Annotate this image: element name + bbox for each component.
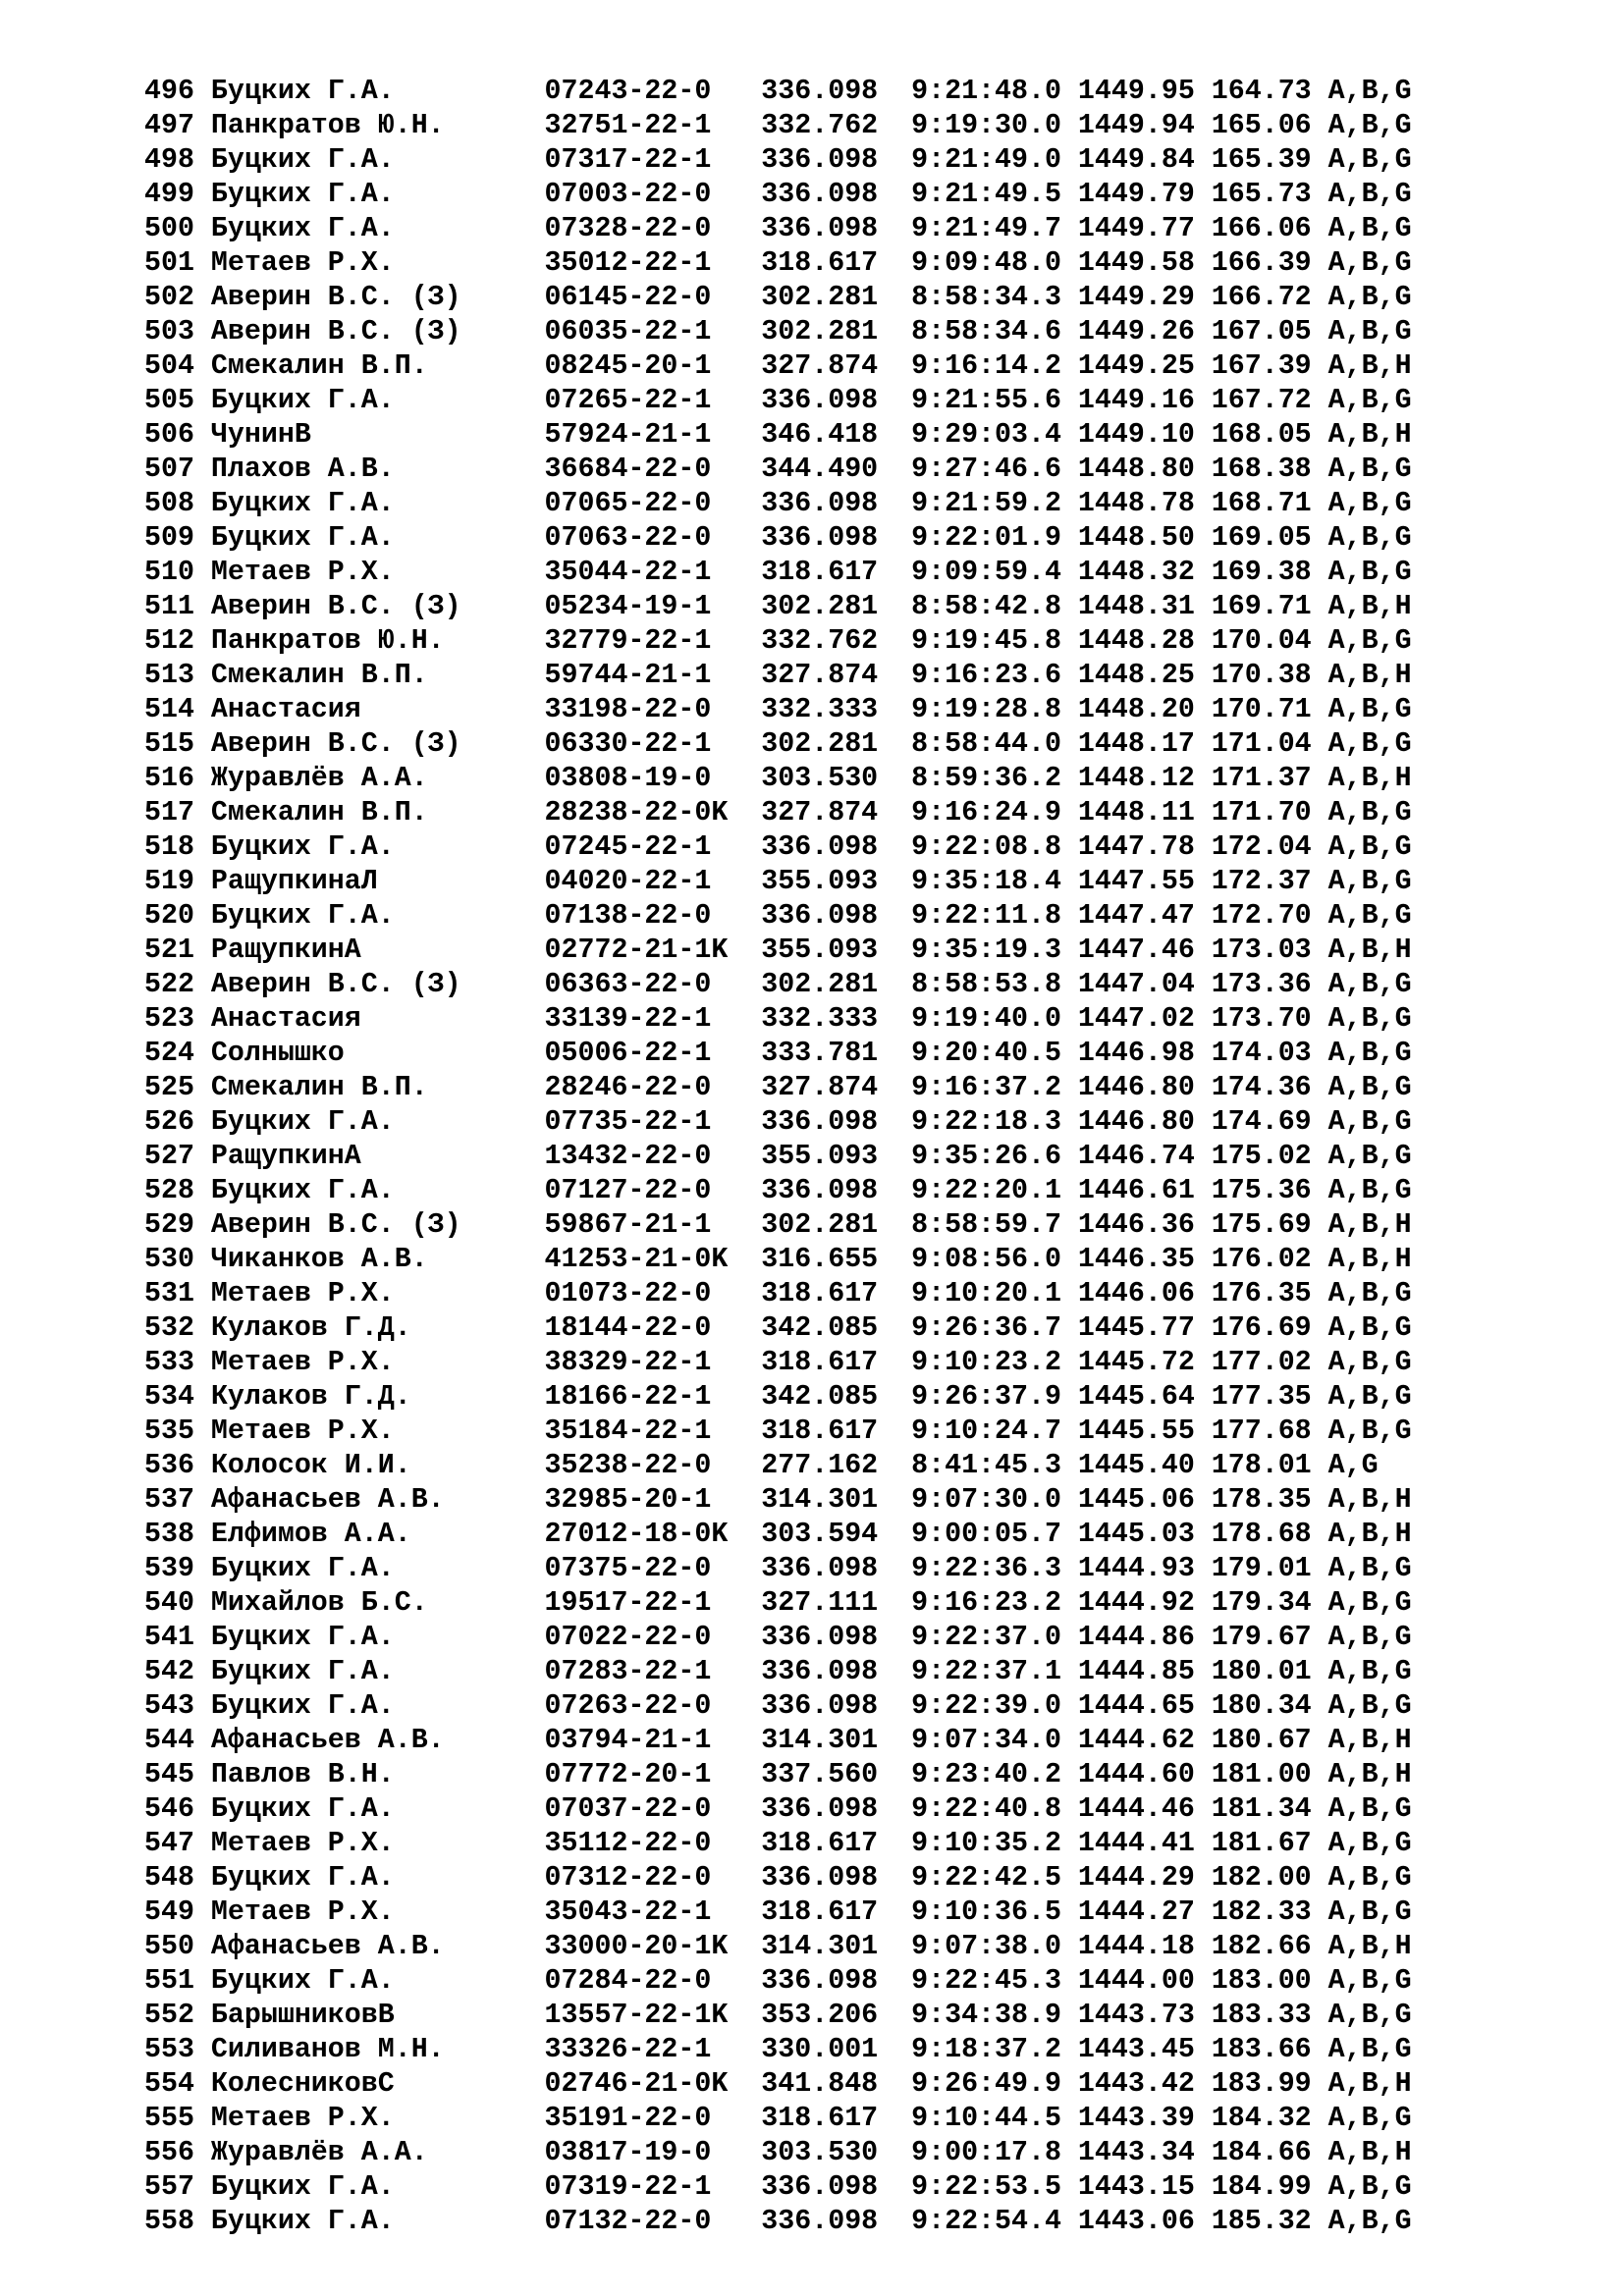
result-row: 520 Буцких Г.А. 07138-22-0 336.098 9:22:11.8 1447.47 172.70 A,B,G <box>144 900 1412 932</box>
result-row: 496 Буцких Г.А. 07243-22-0 336.098 9:21:48.0 1449.95 164.73 A,B,G <box>144 76 1412 107</box>
result-row: 548 Буцких Г.А. 07312-22-0 336.098 9:22:42.5 1444.29 182.00 A,B,G <box>144 1862 1412 1894</box>
result-row: 506 ЧунинВ 57924-21-1 346.418 9:29:03.4 1449.10 168.05 A,B,H <box>144 419 1412 451</box>
result-row: 534 Кулаков Г.Д. 18166-22-1 342.085 9:26:37.9 1445.64 177.35 A,B,G <box>144 1381 1412 1413</box>
result-row: 549 Метаев Р.Х. 35043-22-1 318.617 9:10:36.5 1444.27 182.33 A,B,G <box>144 1896 1412 1928</box>
result-row: 538 Елфимов А.А. 27012-18-0K 303.594 9:00:05.7 1445.03 178.68 A,B,H <box>144 1519 1412 1550</box>
result-row: 553 Силиванов М.Н. 33326-22-1 330.001 9:18:37.2 1443.45 183.66 A,B,G <box>144 2034 1412 2065</box>
result-row: 528 Буцких Г.А. 07127-22-0 336.098 9:22:20.1 1446.61 175.36 A,B,G <box>144 1175 1412 1206</box>
result-row: 522 Аверин В.С. (З) 06363-22-0 302.281 8:58:53.8 1447.04 173.36 A,B,G <box>144 969 1412 1000</box>
result-row: 502 Аверин В.С. (З) 06145-22-0 302.281 8:58:34.3 1449.29 166.72 A,B,G <box>144 282 1412 313</box>
result-row: 555 Метаев Р.Х. 35191-22-0 318.617 9:10:44.5 1443.39 184.32 A,B,G <box>144 2103 1412 2134</box>
result-row: 497 Панкратов Ю.Н. 32751-22-1 332.762 9:19:30.0 1449.94 165.06 A,B,G <box>144 110 1412 141</box>
result-row: 517 Смекалин В.П. 28238-22-0K 327.874 9:16:24.9 1448.11 171.70 A,B,G <box>144 797 1412 828</box>
result-row: 556 Журавлёв А.А. 03817-19-0 303.530 9:00:17.8 1443.34 184.66 A,B,H <box>144 2137 1412 2168</box>
result-row: 512 Панкратов Ю.Н. 32779-22-1 332.762 9:19:45.8 1448.28 170.04 A,B,G <box>144 625 1412 657</box>
result-row: 531 Метаев Р.Х. 01073-22-0 318.617 9:10:20.1 1446.06 176.35 A,B,G <box>144 1278 1412 1309</box>
result-row: 547 Метаев Р.Х. 35112-22-0 318.617 9:10:35.2 1444.41 181.67 A,B,G <box>144 1828 1412 1859</box>
result-row: 533 Метаев Р.Х. 38329-22-1 318.617 9:10:23.2 1445.72 177.02 A,B,G <box>144 1347 1412 1378</box>
result-row: 524 Солнышко 05006-22-1 333.781 9:20:40.5 1446.98 174.03 A,B,G <box>144 1038 1412 1069</box>
result-row: 558 Буцких Г.А. 07132-22-0 336.098 9:22:54.4 1443.06 185.32 A,B,G <box>144 2206 1412 2237</box>
result-row: 516 Журавлёв А.А. 03808-19-0 303.530 8:59:36.2 1448.12 171.37 A,B,H <box>144 763 1412 794</box>
result-row: 511 Аверин В.С. (З) 05234-19-1 302.281 8:58:42.8 1448.31 169.71 A,B,H <box>144 591 1412 622</box>
result-row: 536 Колосок И.И. 35238-22-0 277.162 8:41:45.3 1445.40 178.01 A,G <box>144 1450 1379 1481</box>
result-row: 532 Кулаков Г.Д. 18144-22-0 342.085 9:26:36.7 1445.77 176.69 A,B,G <box>144 1312 1412 1344</box>
result-row: 537 Афанасьев А.В. 32985-20-1 314.301 9:07:30.0 1445.06 178.35 A,B,H <box>144 1484 1412 1516</box>
result-row: 557 Буцких Г.А. 07319-22-1 336.098 9:22:53.5 1443.15 184.99 A,B,G <box>144 2171 1412 2203</box>
result-row: 504 Смекалин В.П. 08245-20-1 327.874 9:16:14.2 1449.25 167.39 A,B,H <box>144 350 1412 382</box>
result-row: 505 Буцких Г.А. 07265-22-1 336.098 9:21:55.6 1449.16 167.72 A,B,G <box>144 385 1412 416</box>
result-row: 541 Буцких Г.А. 07022-22-0 336.098 9:22:37.0 1444.86 179.67 A,B,G <box>144 1622 1412 1653</box>
result-row: 500 Буцких Г.А. 07328-22-0 336.098 9:21:49.7 1449.77 166.06 A,B,G <box>144 213 1412 244</box>
result-row: 539 Буцких Г.А. 07375-22-0 336.098 9:22:36.3 1444.93 179.01 A,B,G <box>144 1553 1412 1584</box>
result-row: 544 Афанасьев А.В. 03794-21-1 314.301 9:07:34.0 1444.62 180.67 A,B,H <box>144 1725 1412 1756</box>
result-row: 529 Аверин В.С. (З) 59867-21-1 302.281 8:58:59.7 1446.36 175.69 A,B,H <box>144 1209 1412 1241</box>
result-row: 508 Буцких Г.А. 07065-22-0 336.098 9:21:59.2 1448.78 168.71 A,B,G <box>144 488 1412 519</box>
result-row: 526 Буцких Г.А. 07735-22-1 336.098 9:22:18.3 1446.80 174.69 A,B,G <box>144 1106 1412 1138</box>
result-row: 509 Буцких Г.А. 07063-22-0 336.098 9:22:01.9 1448.50 169.05 A,B,G <box>144 522 1412 554</box>
result-row: 527 РащупкинА 13432-22-0 355.093 9:35:26.6 1446.74 175.02 A,B,G <box>144 1141 1412 1172</box>
result-row: 515 Аверин В.С. (З) 06330-22-1 302.281 8:58:44.0 1448.17 171.04 A,B,G <box>144 728 1412 760</box>
result-row: 535 Метаев Р.Х. 35184-22-1 318.617 9:10:24.7 1445.55 177.68 A,B,G <box>144 1415 1412 1447</box>
result-row: 499 Буцких Г.А. 07003-22-0 336.098 9:21:49.5 1449.79 165.73 A,B,G <box>144 179 1412 210</box>
result-row: 545 Павлов В.Н. 07772-20-1 337.560 9:23:40.2 1444.60 181.00 A,B,H <box>144 1759 1412 1790</box>
result-row: 521 РащупкинА 02772-21-1K 355.093 9:35:19.3 1447.46 173.03 A,B,H <box>144 934 1412 966</box>
result-row: 518 Буцких Г.А. 07245-22-1 336.098 9:22:08.8 1447.78 172.04 A,B,G <box>144 831 1412 863</box>
result-row: 501 Метаев Р.Х. 35012-22-1 318.617 9:09:48.0 1449.58 166.39 A,B,G <box>144 247 1412 279</box>
result-row: 550 Афанасьев А.В. 33000-20-1K 314.301 9:07:38.0 1444.18 182.66 A,B,H <box>144 1931 1412 1962</box>
result-row: 513 Смекалин В.П. 59744-21-1 327.874 9:16:23.6 1448.25 170.38 A,B,H <box>144 660 1412 691</box>
result-row: 542 Буцких Г.А. 07283-22-1 336.098 9:22:37.1 1444.85 180.01 A,B,G <box>144 1656 1412 1687</box>
result-row: 546 Буцких Г.А. 07037-22-0 336.098 9:22:40.8 1444.46 181.34 A,B,G <box>144 1793 1412 1825</box>
result-row: 551 Буцких Г.А. 07284-22-0 336.098 9:22:45.3 1444.00 183.00 A,B,G <box>144 1965 1412 1997</box>
result-row: 543 Буцких Г.А. 07263-22-0 336.098 9:22:39.0 1444.65 180.34 A,B,G <box>144 1690 1412 1722</box>
result-row: 510 Метаев Р.Х. 35044-22-1 318.617 9:09:59.4 1448.32 169.38 A,B,G <box>144 557 1412 588</box>
result-row: 554 КолесниковС 02746-21-0K 341.848 9:26:49.9 1443.42 183.99 A,B,H <box>144 2068 1412 2100</box>
result-row: 498 Буцких Г.А. 07317-22-1 336.098 9:21:49.0 1449.84 165.39 A,B,G <box>144 144 1412 176</box>
result-row: 514 Анастасия 33198-22-0 332.333 9:19:28.8 1448.20 170.71 A,B,G <box>144 694 1412 725</box>
result-row: 507 Плахов А.В. 36684-22-0 344.490 9:27:46.6 1448.80 168.38 A,B,G <box>144 454 1412 485</box>
result-row: 540 Михайлов Б.С. 19517-22-1 327.111 9:16:23.2 1444.92 179.34 A,B,G <box>144 1587 1412 1619</box>
result-row: 523 Анастасия 33139-22-1 332.333 9:19:40.0 1447.02 173.70 A,B,G <box>144 1003 1412 1035</box>
result-row: 503 Аверин В.С. (З) 06035-22-1 302.281 8:58:34.6 1449.26 167.05 A,B,G <box>144 316 1412 347</box>
results-list <box>144 75 1412 2239</box>
result-row: 552 БарышниковВ 13557-22-1K 353.206 9:34:38.9 1443.73 183.33 A,B,G <box>144 2000 1412 2031</box>
result-row: 519 РащупкинаЛ 04020-22-1 355.093 9:35:18.4 1447.55 172.37 A,B,G <box>144 866 1412 897</box>
result-row: 530 Чиканков А.В. 41253-21-0K 316.655 9:08:56.0 1446.35 176.02 A,B,H <box>144 1244 1412 1275</box>
result-row: 525 Смекалин В.П. 28246-22-0 327.874 9:16:37.2 1446.80 174.36 A,B,G <box>144 1072 1412 1103</box>
